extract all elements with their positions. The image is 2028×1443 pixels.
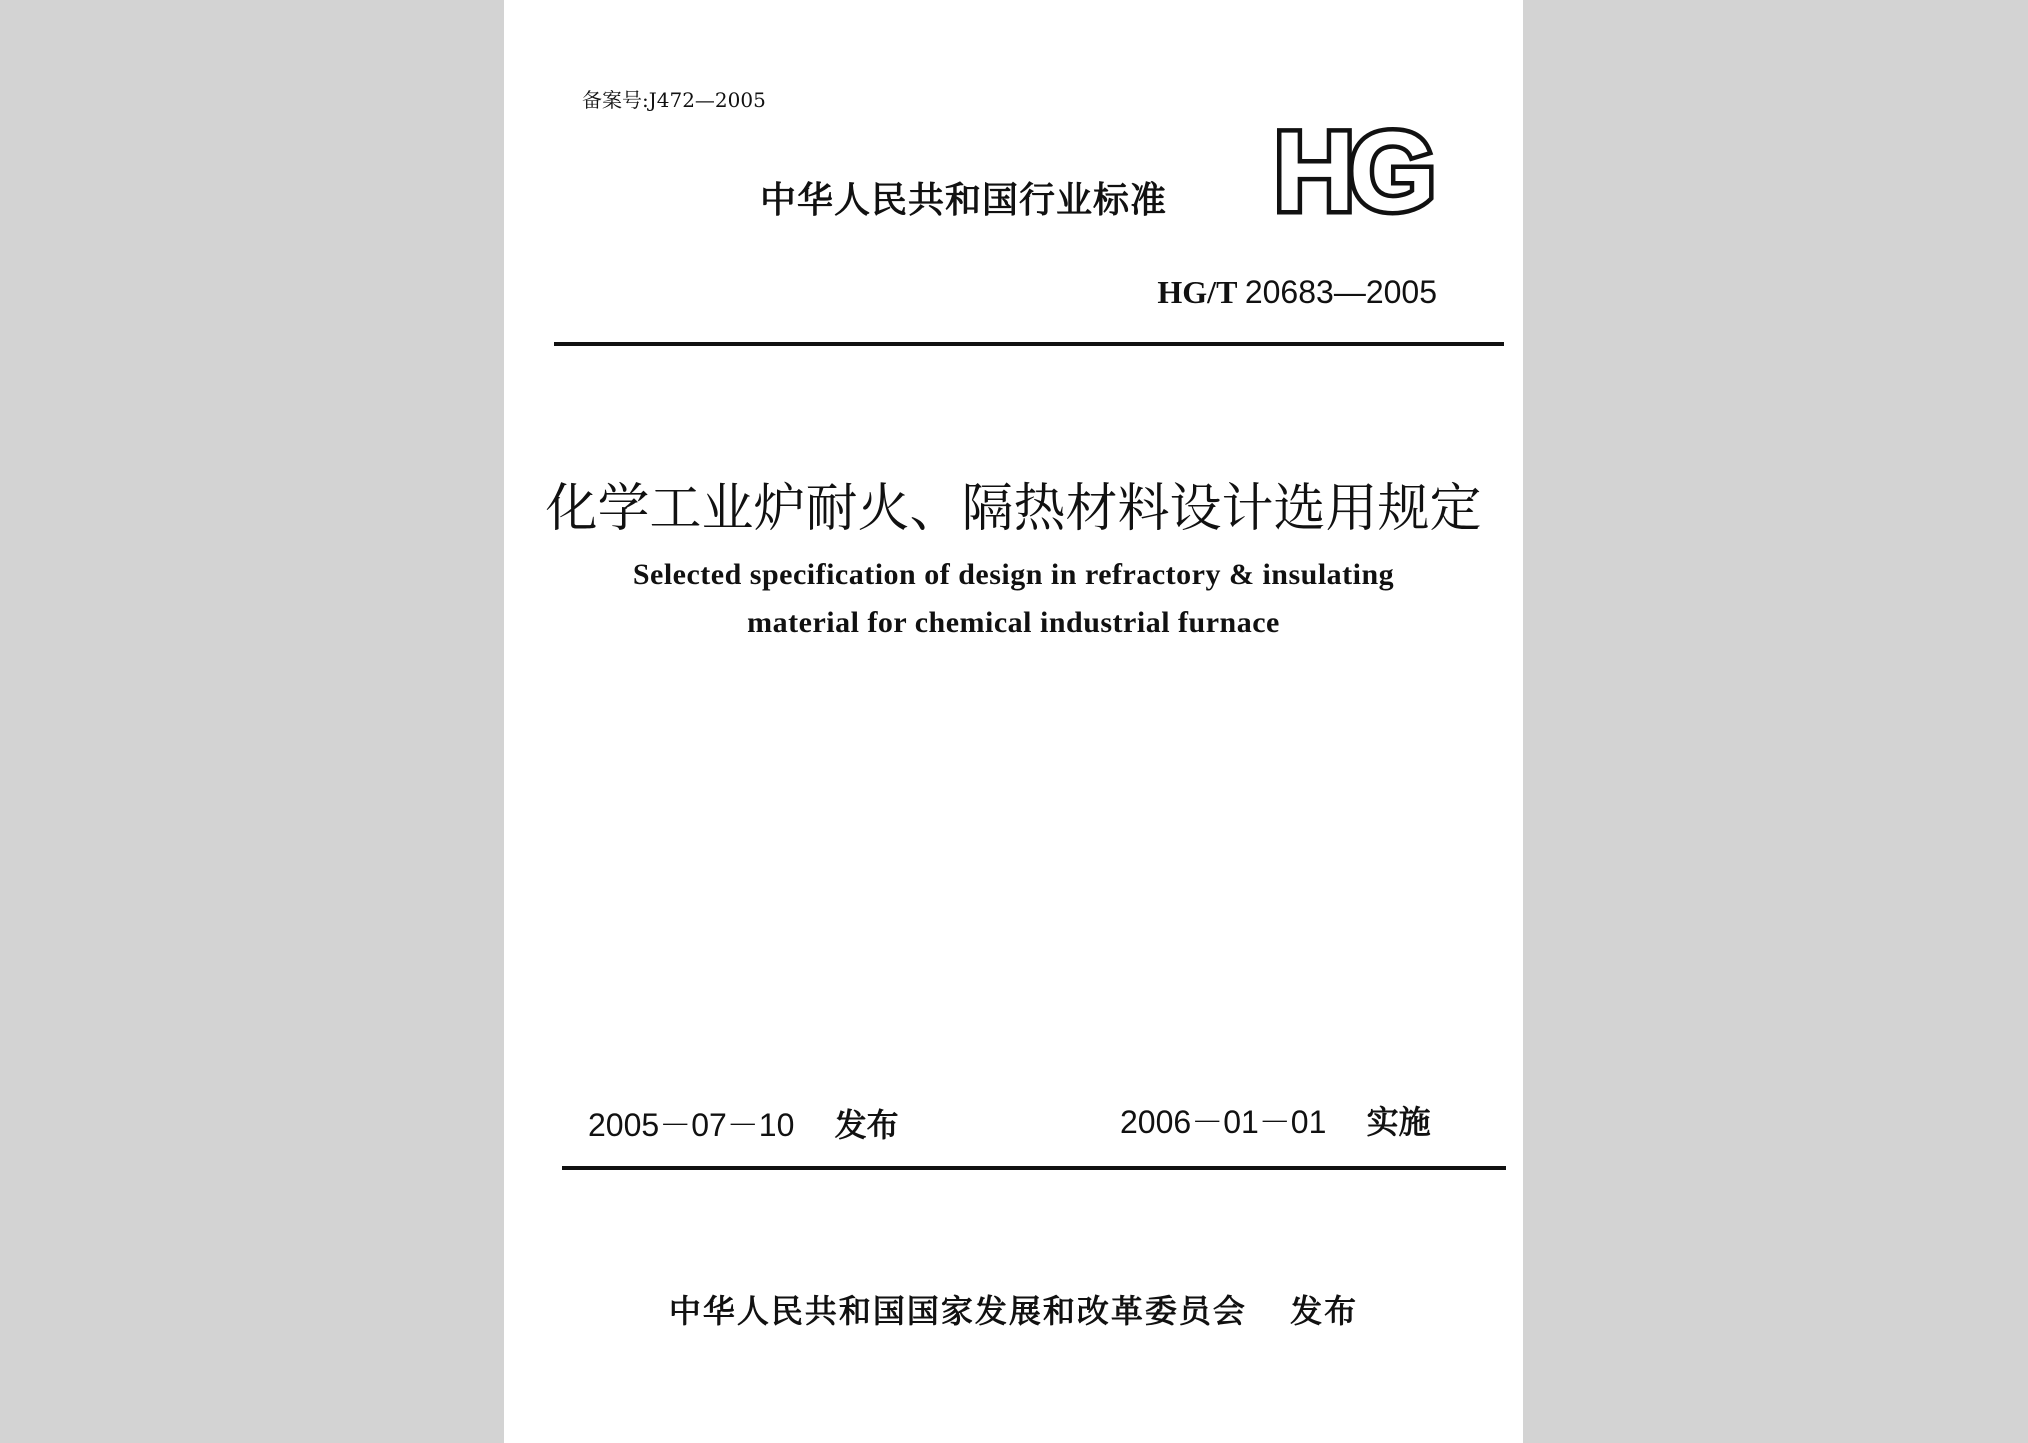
document-page — [504, 0, 1523, 1443]
title-chinese: 化学工业炉耐火、隔热材料设计选用规定 — [545, 479, 1482, 539]
issue-date: 2005－07－10 — [588, 1107, 795, 1143]
effective-date: 2006－01－01 — [1120, 1104, 1327, 1140]
publisher-label: 发布 — [1290, 1292, 1359, 1330]
standard-code-prefix: HG/T — [1157, 274, 1237, 310]
standard-code-number: 20683—2005 — [1244, 274, 1437, 310]
svg-text:HG: HG — [1274, 124, 1430, 220]
issue-label: 发布 — [834, 1106, 899, 1144]
effective-label: 实施 — [1366, 1103, 1431, 1141]
effective-date-block — [1120, 1097, 1431, 1143]
title-english-line2: material for chemical industrial furnace — [747, 606, 1280, 639]
issue-date-block — [588, 1100, 899, 1146]
bottom-divider — [562, 1166, 1506, 1170]
standard-code — [1157, 274, 1437, 311]
hg-logo-icon — [1262, 124, 1442, 220]
publisher-name: 中华人民共和国国家发展和改革委员会 — [668, 1292, 1247, 1330]
standard-category: 中华人民共和国行业标准 — [760, 180, 1168, 221]
title-english-line1: Selected specification of design in refractory & insulating — [632, 558, 1395, 591]
top-divider — [554, 342, 1504, 346]
filing-number: 备案号:J472—2005 — [582, 88, 766, 112]
publisher-block — [504, 1286, 1523, 1332]
